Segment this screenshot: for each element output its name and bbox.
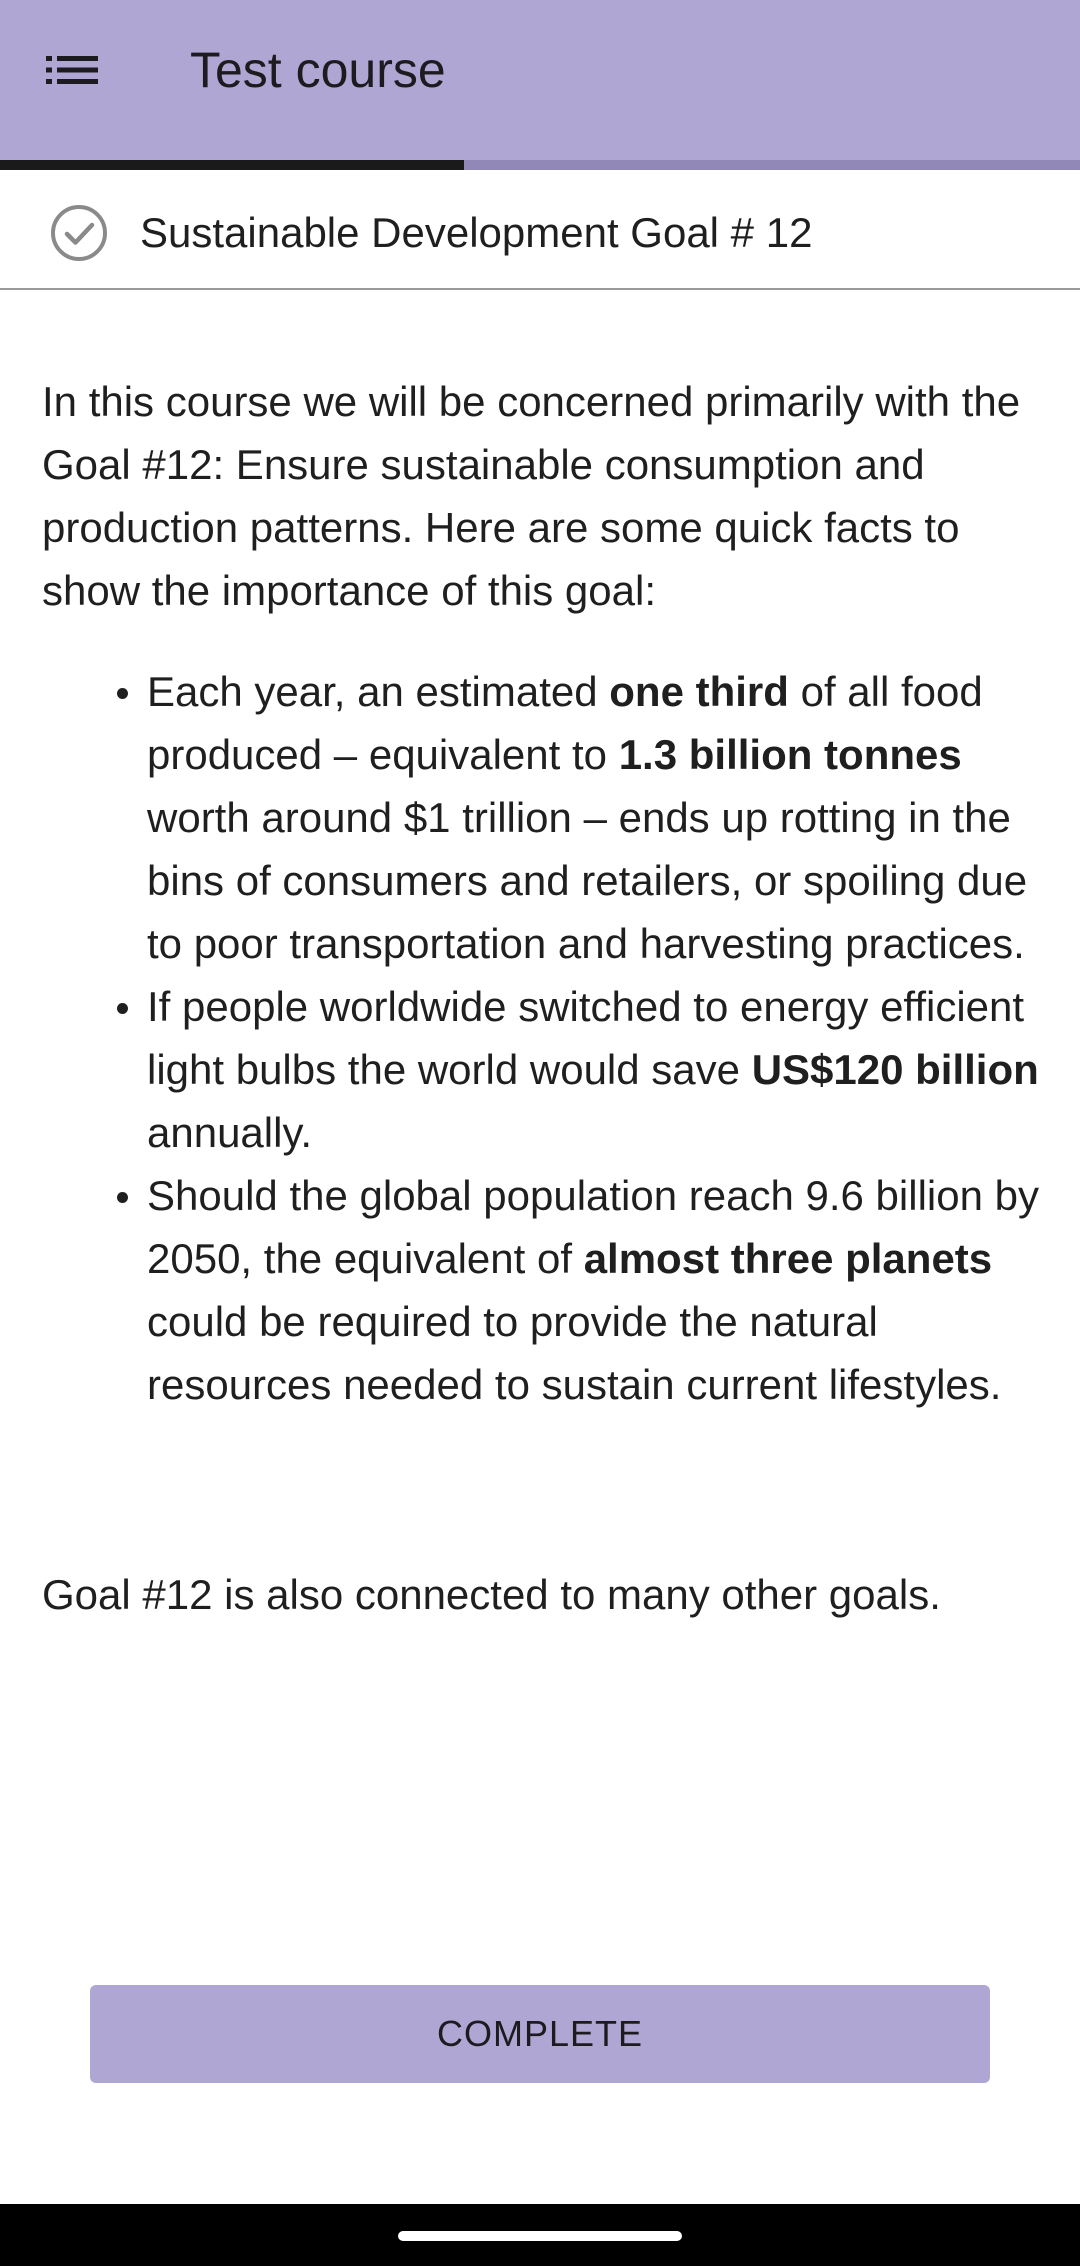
fact-highlight: one third: [609, 668, 789, 715]
course-progress-bar: [0, 160, 1080, 170]
menu-button[interactable]: [36, 36, 108, 104]
fact-highlight: almost three planets: [583, 1235, 993, 1282]
lesson-content: [42, 370, 1052, 1626]
page-title: Test course: [190, 42, 446, 98]
fact-text: If people worldwide switched to energy efficient light bulbs the world would save: [147, 983, 1025, 1093]
check-circle-icon: [48, 202, 110, 264]
fact-text: could be required to provide the natural resources needed to sustain current lifestyles.: [147, 1298, 1002, 1408]
list-menu-icon: [46, 55, 98, 85]
fact-text: worth around $1 trillion – ends up rotting in the bins of consumers and retailers, or spoiling due to poor transportation and harvesting practices.: [147, 794, 1028, 967]
fact-text: Should the global population reach 9.6 billion by 2050, the equivalent of: [147, 1172, 1039, 1282]
fact-highlight: 1.3 billion tonnes: [618, 731, 962, 778]
list-item: [147, 660, 1052, 975]
complete-button[interactable]: COMPLETE: [90, 1985, 990, 2083]
home-gesture-handle[interactable]: [398, 2231, 682, 2241]
facts-list: [42, 660, 1052, 1416]
fact-text: Each year, an estimated: [147, 668, 610, 715]
fact-text: annually.: [147, 1109, 313, 1156]
course-progress-fill: [0, 160, 464, 170]
outro-paragraph: Goal #12 is also connected to many other goals.: [42, 1571, 941, 1618]
system-navigation-bar: [0, 2204, 1080, 2266]
list-item: [147, 975, 1052, 1164]
lesson-title: Sustainable Development Goal # 12: [140, 209, 813, 256]
fact-highlight: US$120 billion: [751, 1046, 1039, 1093]
intro-paragraph: In this course we will be concerned primarily with the Goal #12: Ensure sustainable consumption and production patterns. Here are some quick facts to show the importance of this goal:: [42, 378, 1021, 614]
lesson-header: [0, 170, 1080, 290]
app-bar: [0, 0, 1080, 160]
fact-text: of all food produced – equivalent to: [147, 668, 983, 778]
list-item: [147, 1164, 1052, 1416]
